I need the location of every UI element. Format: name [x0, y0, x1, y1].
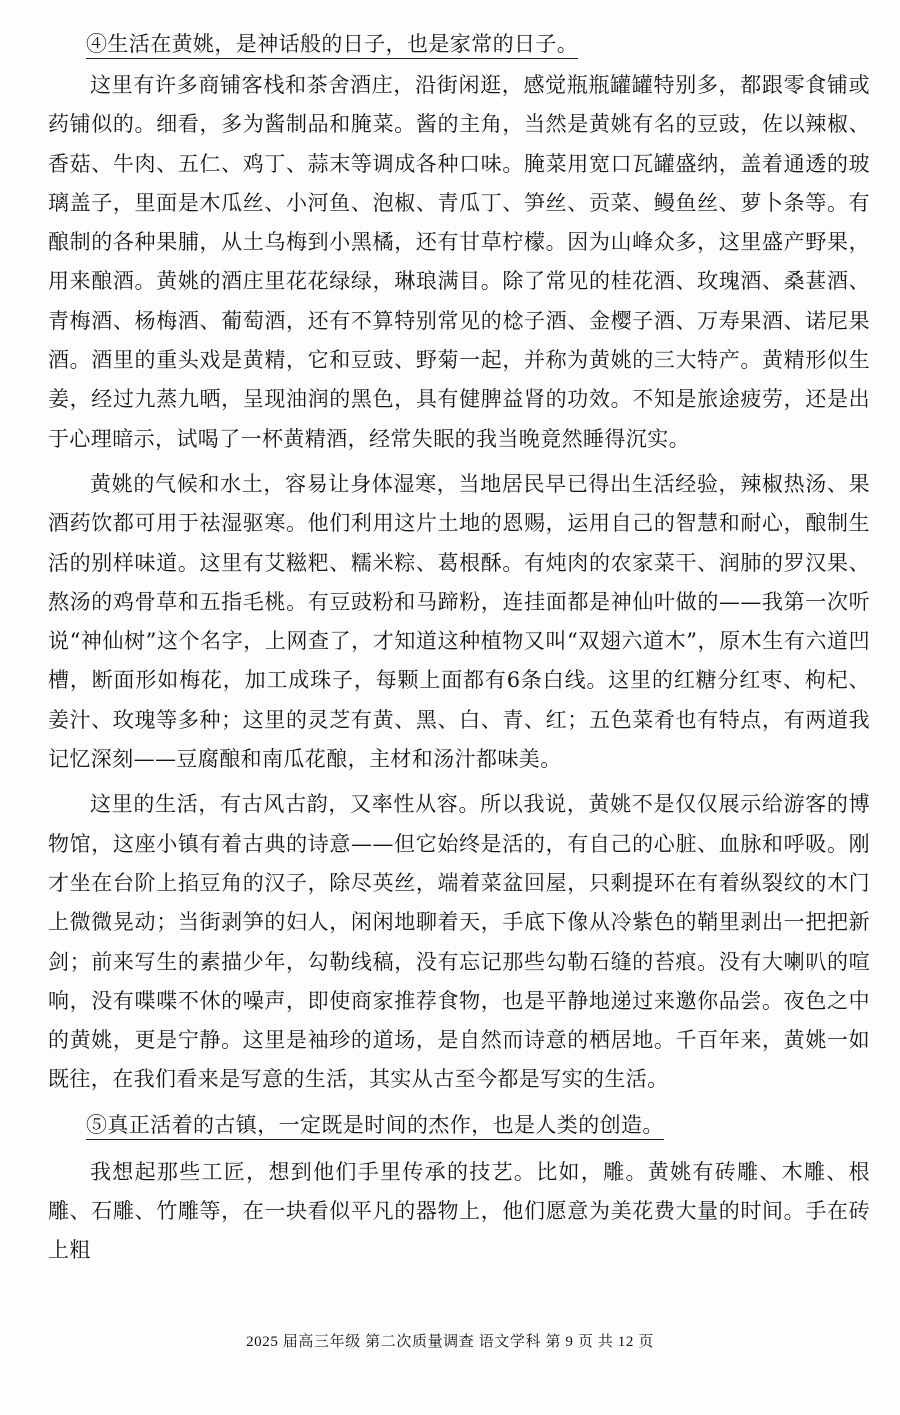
section-heading-5	[48, 1103, 870, 1147]
paragraph: 我想起那些工匠，想到他们手里传承的技艺。比如，雕。黄姚有砖雕、木雕、根雕、石雕、竹雕等，在一块看似平凡的器物上，他们愿意为美花费大量的时间。手在砖上粗	[48, 1159, 870, 1263]
section-heading-4	[48, 22, 870, 66]
section-heading-4-text: ④生活在黄姚，是神话般的日子，也是家常的日子。	[86, 32, 578, 59]
paragraph: 这里的生活，有古风古韵，又率性从容。所以我说，黄姚不是仅仅展示给游客的博物馆，这座小镇有着古典的诗意——但它始终是活的，有自己的心脏、血脉和呼吸。刚才坐在台阶上掐豆角的汉子，除尽英丝，端着菜盆回屋，只剩提环在有着纵裂纹的木门上微微晃动；当街剥笋的妇人，闲闲地聊着天，手底下像从冷紫色的鞘里剥出一把把新剑；前来写生的素描少年，勾勒线稿，没有忘记那些勾勒石缝的苔痕。没有大喇叭的喧响，没有喋喋不休的噪声，即使商家推荐食物，也是平静地递过来邀你品尝。夜色之中的黄姚，更是宁静。这里是袖珍的道场，是自然而诗意的栖居地。千百年来，黄姚一如既往，在我们看来是写意的生活，其实从古至今都是写实的生活。	[48, 792, 870, 1092]
paragraph: 这里有许多商铺客栈和茶舍酒庄，沿街闲逛，感觉瓶瓶罐罐特别多，都跟零食铺或药铺似的。细看，多为酱制品和腌菜。酱的主角，当然是黄姚有名的豆豉，佐以辣椒、香菇、牛肉、五仁、鸡丁、蒜末等调成各种口味。腌菜用宽口瓦罐盛纳，盖着通透的玻璃盖子，里面是木瓜丝、小河鱼、泡椒、青瓜丁、笋丝、贡菜、鳗鱼丝、萝卜条等。有酿制的各种果脯，从土乌梅到小黑橘，还有甘草柠檬。因为山峰众多，这里盛产野果，用来酿酒。黄姚的酒庄里花花绿绿，琳琅满目。除了常见的桂花酒、玫瑰酒、桑葚酒、青梅酒、杨梅酒、葡萄酒，还有不算特别常见的棯子酒、金樱子酒、万寿果酒、诺尼果酒。酒里的重头戏是黄精，它和豆豉、野菊一起，并称为黄姚的三大特产。黄精形似生姜，经过九蒸九晒，呈现油润的黑色，具有健脾益肾的功效。不知是旅途疲劳，还是出于心理暗示，试喝了一杯黄精酒，经常失眠的我当晚竟然睡得沉实。	[48, 73, 870, 451]
section-heading-5-text: ⑤真正活着的古镇，一定既是时间的杰作，也是人类的创造。	[86, 1113, 664, 1140]
page-footer: 2025 届高三年级 第二次质量调查 语文学科 第 9 页 共 12 页	[246, 1334, 654, 1350]
paragraph: 黄姚的气候和水土，容易让身体湿寒，当地居民早已得出生活经验，辣椒热汤、果酒药饮都可用于祛湿驱寒。他们利用这片土地的恩赐，运用自己的智慧和耐心，酿制生活的别样味道。这里有艾糍粑、糯米粽、葛根酥。有炖肉的农家菜干、润肺的罗汉果、熬汤的鸡骨草和五指毛桃。有豆豉粉和马蹄粉，连挂面都是神仙叶做的——我第一次听说“神仙树”这个名字，上网查了，才知道这种植物又叫“双翅六道木”，原木生有六道凹槽，断面形如梅花，加工成珠子，每颗上面都有6条白线。这里的红糖分红枣、枸杞、姜汁、玫瑰等多种；这里的灵芝有黄、黑、白、青、红；五色菜肴也有特点，有两道我记忆深刻——豆腐酿和南瓜花酿，主材和汤汁都味美。	[48, 471, 870, 772]
article-body	[48, 22, 870, 1274]
